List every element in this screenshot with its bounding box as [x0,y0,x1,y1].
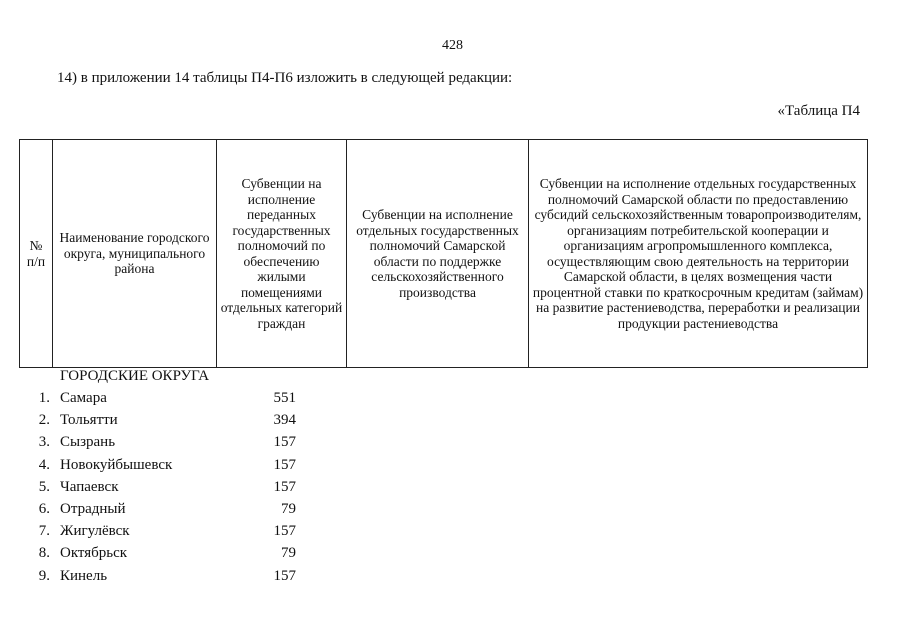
table-row [0,498,905,520]
header-agriculture-subvention: Субвенции на исполнение отдельных государственных полномочий Самарской области по поддержке сельскохозяйственного производства [347,140,529,368]
row-number: 9. [38,567,50,584]
row-number: 3. [38,434,50,451]
row-value: 79 [281,500,296,517]
header-table [19,139,868,368]
group-heading: ГОРОДСКИЕ ОКРУГА [60,368,210,384]
row-value: 551 [273,390,296,406]
row-name: Кинель [60,567,108,584]
row-number: 1. [38,390,50,406]
row-number: 5. [38,478,50,495]
table-row [0,520,905,542]
row-value: 157 [273,456,296,473]
row-name: Октябрьск [60,545,128,562]
row-value: 157 [273,567,296,584]
row-name: Сызрань [60,434,116,451]
table-row [0,476,905,498]
row-number: 7. [38,523,50,540]
row-value: 79 [281,545,296,562]
row-name: Тольятти [60,412,118,429]
row-name: Жигулёвск [60,523,130,540]
row-value: 157 [273,434,296,451]
row-number: 4. [38,456,50,473]
header-municipality-name: Наименование городского округа, муниципального района [53,140,217,368]
table-row [0,387,905,409]
row-number: 2. [38,412,50,429]
table-row [0,542,905,564]
row-name: Самара [60,390,107,406]
intro-text: 14) в приложении 14 таблицы П4-П6 изложить в следующей редакции: [57,70,513,86]
table-label: «Таблица П4 [777,103,860,119]
row-name: Чапаевск [60,478,119,495]
table-row [0,409,905,431]
row-number: 6. [38,500,50,517]
table-row [0,565,905,587]
row-name: Новокуйбышевск [60,456,173,473]
row-name: Отрадный [60,500,126,517]
header-housing-subvention: Субвенции на исполнение переданных государственных полномочий по обеспечению жилыми помещениями отдельных категорий граждан [217,140,347,368]
header-number: № п/п [20,140,53,368]
data-rows [0,387,905,587]
page-number: 428 [442,38,463,53]
row-value: 394 [273,412,296,429]
row-value: 157 [273,523,296,540]
row-value: 157 [273,478,296,495]
table-row [0,454,905,476]
table-row [0,431,905,453]
row-number: 8. [38,545,50,562]
header-interest-subsidy-subvention: Субвенции на исполнение отдельных государственных полномочий Самарской области по предоставлению субсидий сельскохозяйственным товаропроизводителям, организациям потребительской кооперации и организациям агропромышленного комплекса, осуществляющим свою деятельность на территории Самарской области, в целях возмещения части процентной ставки по краткосрочным кредитам (займам) на развитие растениеводства, переработки и реализации продукции растениеводства [529,140,868,368]
header-row [20,140,868,368]
